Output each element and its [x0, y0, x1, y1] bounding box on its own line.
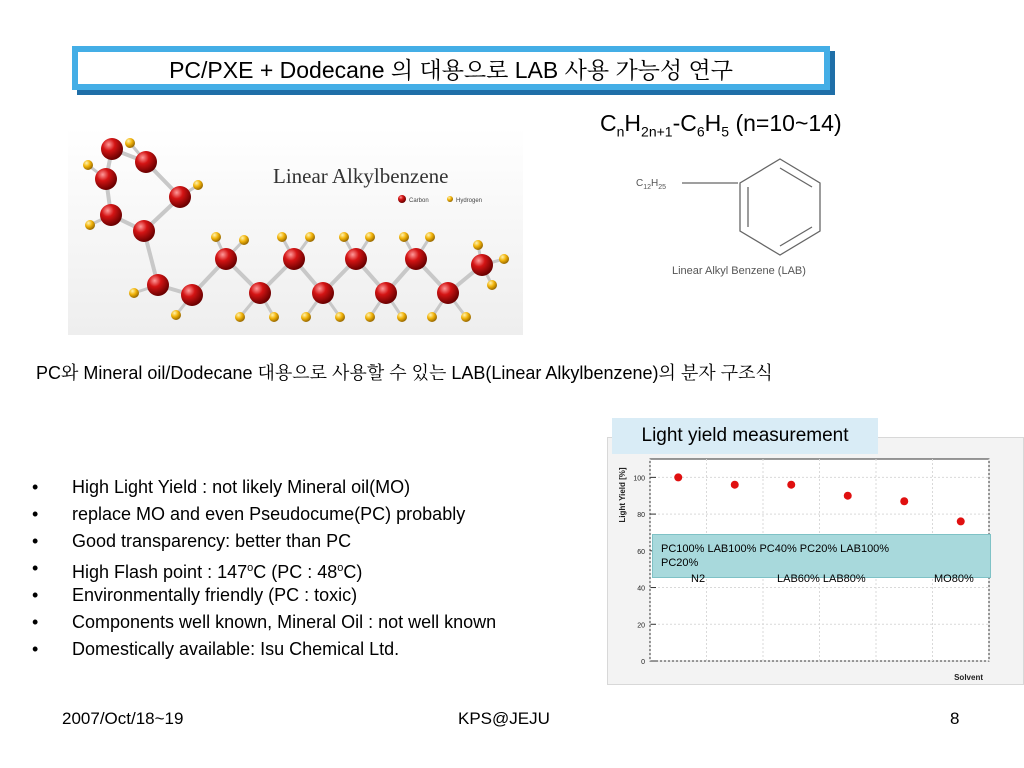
list-item: • High Light Yield : not likely Mineral oil(MO) — [30, 474, 496, 501]
legend-line-1: PC100% LAB100% PC40% PC20% LAB100% — [661, 543, 890, 555]
carbon-atom — [283, 248, 305, 270]
carbon-atom — [249, 282, 271, 304]
hydrogen-atom — [487, 280, 497, 290]
formula-n: n — [616, 123, 625, 140]
carbon-atom — [133, 220, 155, 242]
slide-title-box — [72, 46, 830, 90]
carbon-atom — [181, 284, 203, 306]
feature-list — [30, 474, 496, 663]
formula-five: 5 — [721, 123, 730, 140]
hydrogen-atom — [277, 232, 287, 242]
hydrogen-atom — [301, 312, 311, 322]
carbon-atom — [375, 282, 397, 304]
carbon-atom — [405, 248, 427, 270]
hydrogen-atom — [193, 180, 203, 190]
footer-page-number: 8 — [950, 709, 960, 728]
benzene-ring — [740, 159, 820, 255]
hydrogen-atom — [83, 160, 93, 170]
chart-ylabel: Light Yield [%] — [618, 467, 627, 523]
lab-structure-image — [624, 150, 854, 278]
carbon-atom — [147, 274, 169, 296]
carbon-atom — [135, 151, 157, 173]
hydrogen-atom — [125, 138, 135, 148]
molecule-title: Linear Alkylbenzene — [273, 164, 449, 188]
hydrogen-atom — [499, 254, 509, 264]
carbon-atom — [215, 248, 237, 270]
chart-ytick-label: 20 — [637, 622, 645, 630]
list-item: • Components well known, Mineral Oil : not well known — [30, 609, 496, 636]
hydrogen-atom — [365, 232, 375, 242]
general-formula — [600, 110, 842, 140]
hydrogen-atom — [129, 288, 139, 298]
formula-h2: H — [704, 110, 722, 136]
legend-n2: N2 — [691, 573, 706, 585]
carbon-atom — [471, 254, 493, 276]
hydrogen-atom — [85, 220, 95, 230]
formula-c: C — [600, 110, 617, 136]
slide-title: PC/PXE + Dodecane 의 대용으로 LAB 사용 가능성 연구 — [78, 52, 824, 84]
structure-substituent: $C_{12}H_{25}$ — [636, 178, 667, 191]
formula-dash-c: -C — [672, 110, 697, 136]
hydrogen-atom — [365, 312, 375, 322]
hydrogen-atom — [397, 312, 407, 322]
structure-label: Linear Alkyl Benzene (LAB) — [672, 265, 806, 277]
chart-point — [674, 473, 682, 481]
hydrogen-atom — [235, 312, 245, 322]
footer-date: 2007/Oct/18~19 — [62, 709, 184, 728]
hydrogen-legend-icon — [447, 196, 453, 202]
list-item: • Environmentally friendly (PC : toxic) — [30, 582, 496, 609]
chart-point — [957, 517, 965, 525]
chart-ytick-label: 80 — [637, 512, 645, 520]
molecule-legend-hydrogen: Hydrogen — [456, 198, 483, 204]
lab-molecule-image — [68, 127, 523, 335]
carbon-atom — [312, 282, 334, 304]
molecule-legend-carbon: Carbon — [409, 198, 429, 204]
hydrogen-atom — [335, 312, 345, 322]
formula-six: 6 — [696, 123, 705, 140]
hydrogen-atom — [399, 232, 409, 242]
hydrogen-atom — [427, 312, 437, 322]
hydrogen-atom — [425, 232, 435, 242]
footer-conference: KPS@JEJU — [458, 709, 550, 728]
hydrogen-atom — [473, 240, 483, 250]
hydrogen-atom — [211, 232, 221, 242]
carbon-legend-icon — [398, 195, 406, 203]
carbon-atom — [95, 168, 117, 190]
list-item: • Good transparency: better than PC — [30, 528, 496, 555]
chart-ytick-label: 60 — [637, 548, 645, 556]
hydrogen-atom — [239, 235, 249, 245]
chart-ytick-label: 40 — [637, 585, 645, 593]
list-item: • Domestically available: Isu Chemical Ltd. — [30, 636, 496, 663]
chart-point — [731, 481, 739, 489]
chart-point — [844, 492, 852, 500]
carbon-atom — [169, 186, 191, 208]
carbon-atom — [437, 282, 459, 304]
chart-point — [900, 497, 908, 505]
hydrogen-atom — [339, 232, 349, 242]
carbon-atom — [101, 138, 123, 160]
legend-line-2: PC20% — [661, 557, 699, 569]
chart-xlabel: Solvent — [954, 673, 983, 682]
legend-mo: MO80% — [934, 573, 974, 585]
formula-h-sub: 2n+1 — [641, 123, 673, 140]
formula-range: (n=10~14) — [729, 110, 842, 136]
chart-ytick-label: 100 — [633, 475, 645, 483]
chart-ytick-label: 0 — [641, 659, 645, 666]
list-item: • replace MO and even Pseudocume(PC) probably — [30, 501, 496, 528]
hydrogen-atom — [269, 312, 279, 322]
list-item: • High Flash point : 147$^o$C (PC : 48$^o$C) — [30, 555, 496, 582]
molecule-caption: PC와 Mineral oil/Dodecane 대용으로 사용할 수 있는 LAB(Linear Alkylbenzene)의 분자 구조식 — [36, 363, 773, 383]
hydrogen-atom — [171, 310, 181, 320]
chart-point — [787, 481, 795, 489]
chart-legend-box — [652, 534, 991, 585]
hydrogen-atom — [305, 232, 315, 242]
carbon-atom — [345, 248, 367, 270]
legend-lab: LAB60% LAB80% — [777, 573, 866, 585]
hydrogen-atom — [461, 312, 471, 322]
formula-h: H — [624, 110, 642, 136]
carbon-atom — [100, 204, 122, 226]
light-yield-label: Light yield measurement — [612, 418, 878, 454]
